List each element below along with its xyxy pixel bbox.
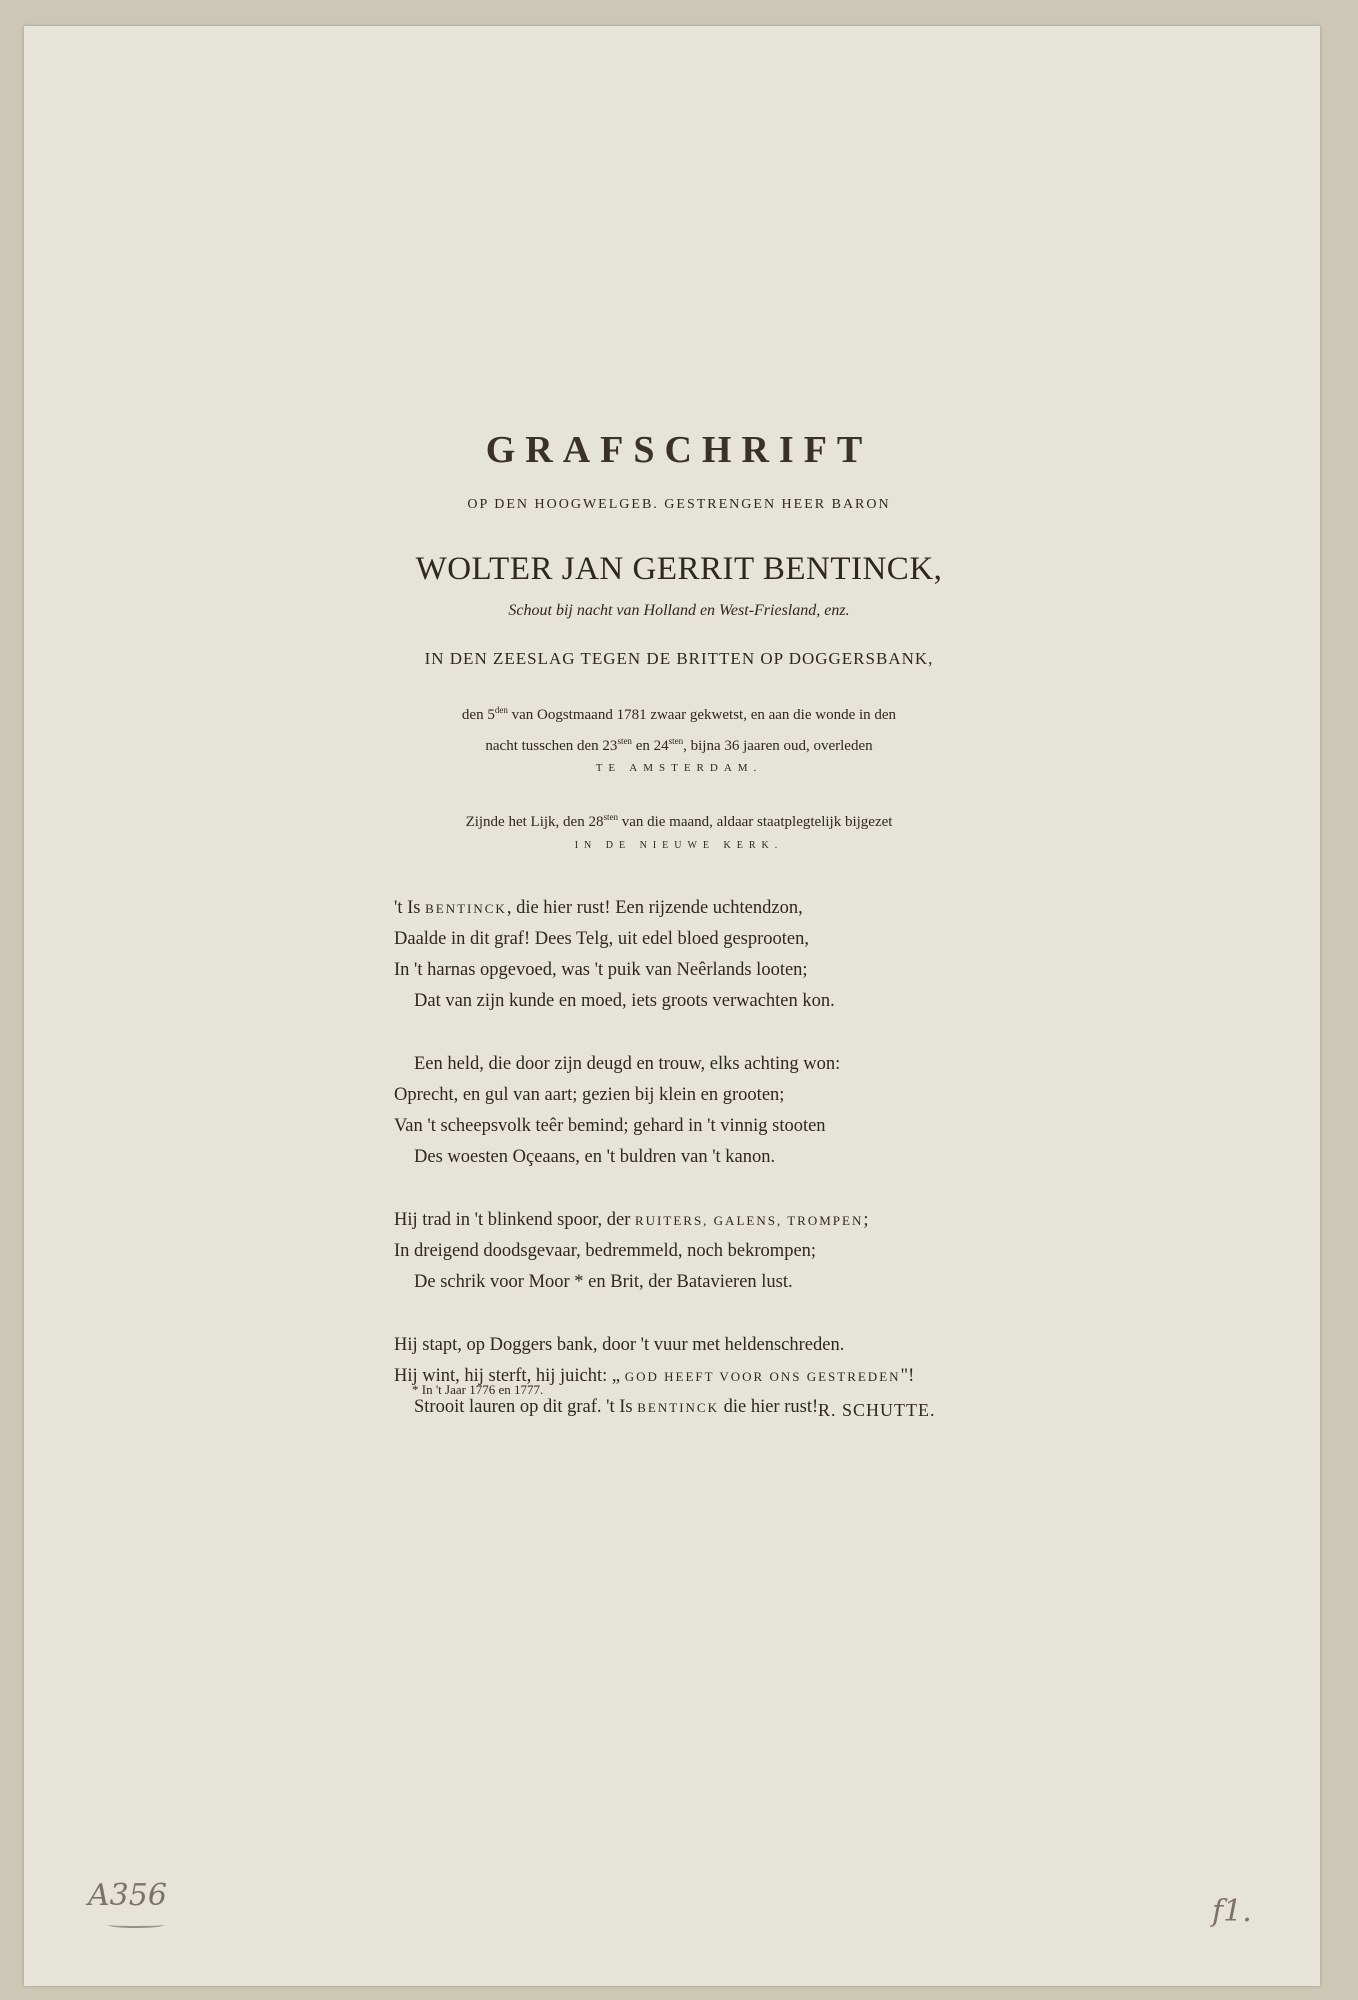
- poem-text: Strooit lauren op dit graf. 't Is: [414, 1397, 638, 1417]
- detail-text: van Oogstmaand 1781 zwaar gekwetst, en aan die wonde in den: [507, 707, 897, 723]
- poem-stanza: [394, 1049, 994, 1173]
- poem-line: Hij stapt, op Doggers bank, door 't vuur met heldenschreden.: [394, 1335, 845, 1355]
- detail-text: den 5: [461, 707, 495, 723]
- poem-text: "!: [900, 1366, 915, 1386]
- detail-text: van die maand, aldaar staatplegtelijk bijgezet: [617, 814, 893, 830]
- city-line: TE AMSTERDAM.: [595, 762, 763, 774]
- poem-line: Van 't scheepsvolk teêr bemind; gehard in 't vinnig stooten: [394, 1116, 826, 1136]
- poem-line: Daalde in dit graf! Dees Telg, uit edel bloed gesprooten,: [394, 929, 809, 949]
- footnote: * In 't Jaar 1776 en 1777.: [412, 1382, 544, 1397]
- battle-line: IN DEN ZEESLAG TEGEN DE BRITTEN OP DOGGERSBANK,: [424, 649, 934, 668]
- poem-line: [394, 893, 994, 924]
- poem-text: ;: [863, 1210, 869, 1230]
- honoree-office: Schout bij nacht van Holland en West-Friesland, enz.: [508, 602, 850, 619]
- poem-line: Een held, die door zijn deugd en trouw, elks achting won:: [414, 1054, 841, 1074]
- poem-line: In 't harnas opgevoed, was 't puik van Neêrlands looten;: [394, 960, 808, 980]
- poem-smallcaps: BENTINCK: [425, 901, 507, 916]
- detail-text: Zijnde het Lijk, den 28: [465, 814, 604, 830]
- inventory-mark: A356: [88, 1878, 167, 1913]
- poem: [394, 893, 994, 1455]
- detail-line-1: [0, 705, 1358, 724]
- dedication-line: OP DEN HOOGWELGEB. GESTRENGEN HEER BARON: [467, 497, 891, 512]
- poem-stanza: [394, 893, 994, 1017]
- poem-text: 't Is: [394, 898, 426, 918]
- document-title: GRAFSCHRIFT: [485, 429, 873, 471]
- poem-line: Dat van zijn kunde en moed, iets groots verwachten kon.: [414, 991, 835, 1011]
- poem-text: die hier rust!: [718, 1397, 819, 1417]
- poem-text: Hij trad in 't blinkend spoor, der: [394, 1210, 635, 1230]
- poem-stanza: [394, 1205, 994, 1298]
- poem-line: Oprecht, en gul van aart; gezien bij klein en grooten;: [394, 1085, 785, 1105]
- poem-line: [394, 1205, 994, 1236]
- detail-text: , bijna 36 jaaren oud, overleden: [683, 738, 873, 754]
- church-line: IN DE NIEUWE KERK.: [574, 840, 784, 851]
- detail-superscript: den: [494, 705, 508, 715]
- poem-line: In dreigend doodsgevaar, bedremmeld, noch bekrompen;: [394, 1241, 817, 1261]
- poem-line: Des woesten Oçeaans, en 't buldren van 't kanon.: [414, 1147, 776, 1167]
- honoree-name: WOLTER JAN GERRIT BENTINCK,: [415, 551, 943, 587]
- inventory-mark-underline: [108, 1922, 164, 1928]
- poem-smallcaps: RUITERS, GALENS, TROMPEN: [635, 1213, 864, 1228]
- poem-text: Hij wint, hij sterft, hij juicht: „: [394, 1366, 625, 1386]
- detail-superscript: sten: [603, 812, 618, 822]
- poem-line: De schrik voor Moor * en Brit, der Batavieren lust.: [414, 1272, 793, 1292]
- poem-smallcaps: BENTINCK: [637, 1400, 719, 1415]
- author-signature: R. SCHUTTE.: [818, 1400, 936, 1420]
- detail-text: nacht tusschen den 23: [485, 738, 618, 754]
- detail-line-3: [0, 812, 1358, 831]
- detail-line-2: [0, 736, 1358, 755]
- detail-superscript: sten: [668, 736, 684, 746]
- detail-text: en 24: [631, 738, 669, 754]
- poem-text: , die hier rust! Een rijzende uchtendzon,: [506, 898, 803, 918]
- folio-mark: f1.: [1212, 1894, 1252, 1929]
- detail-superscript: sten: [617, 736, 632, 746]
- poem-smallcaps: GOD HEEFT VOOR ONS GESTREDEN: [624, 1369, 901, 1384]
